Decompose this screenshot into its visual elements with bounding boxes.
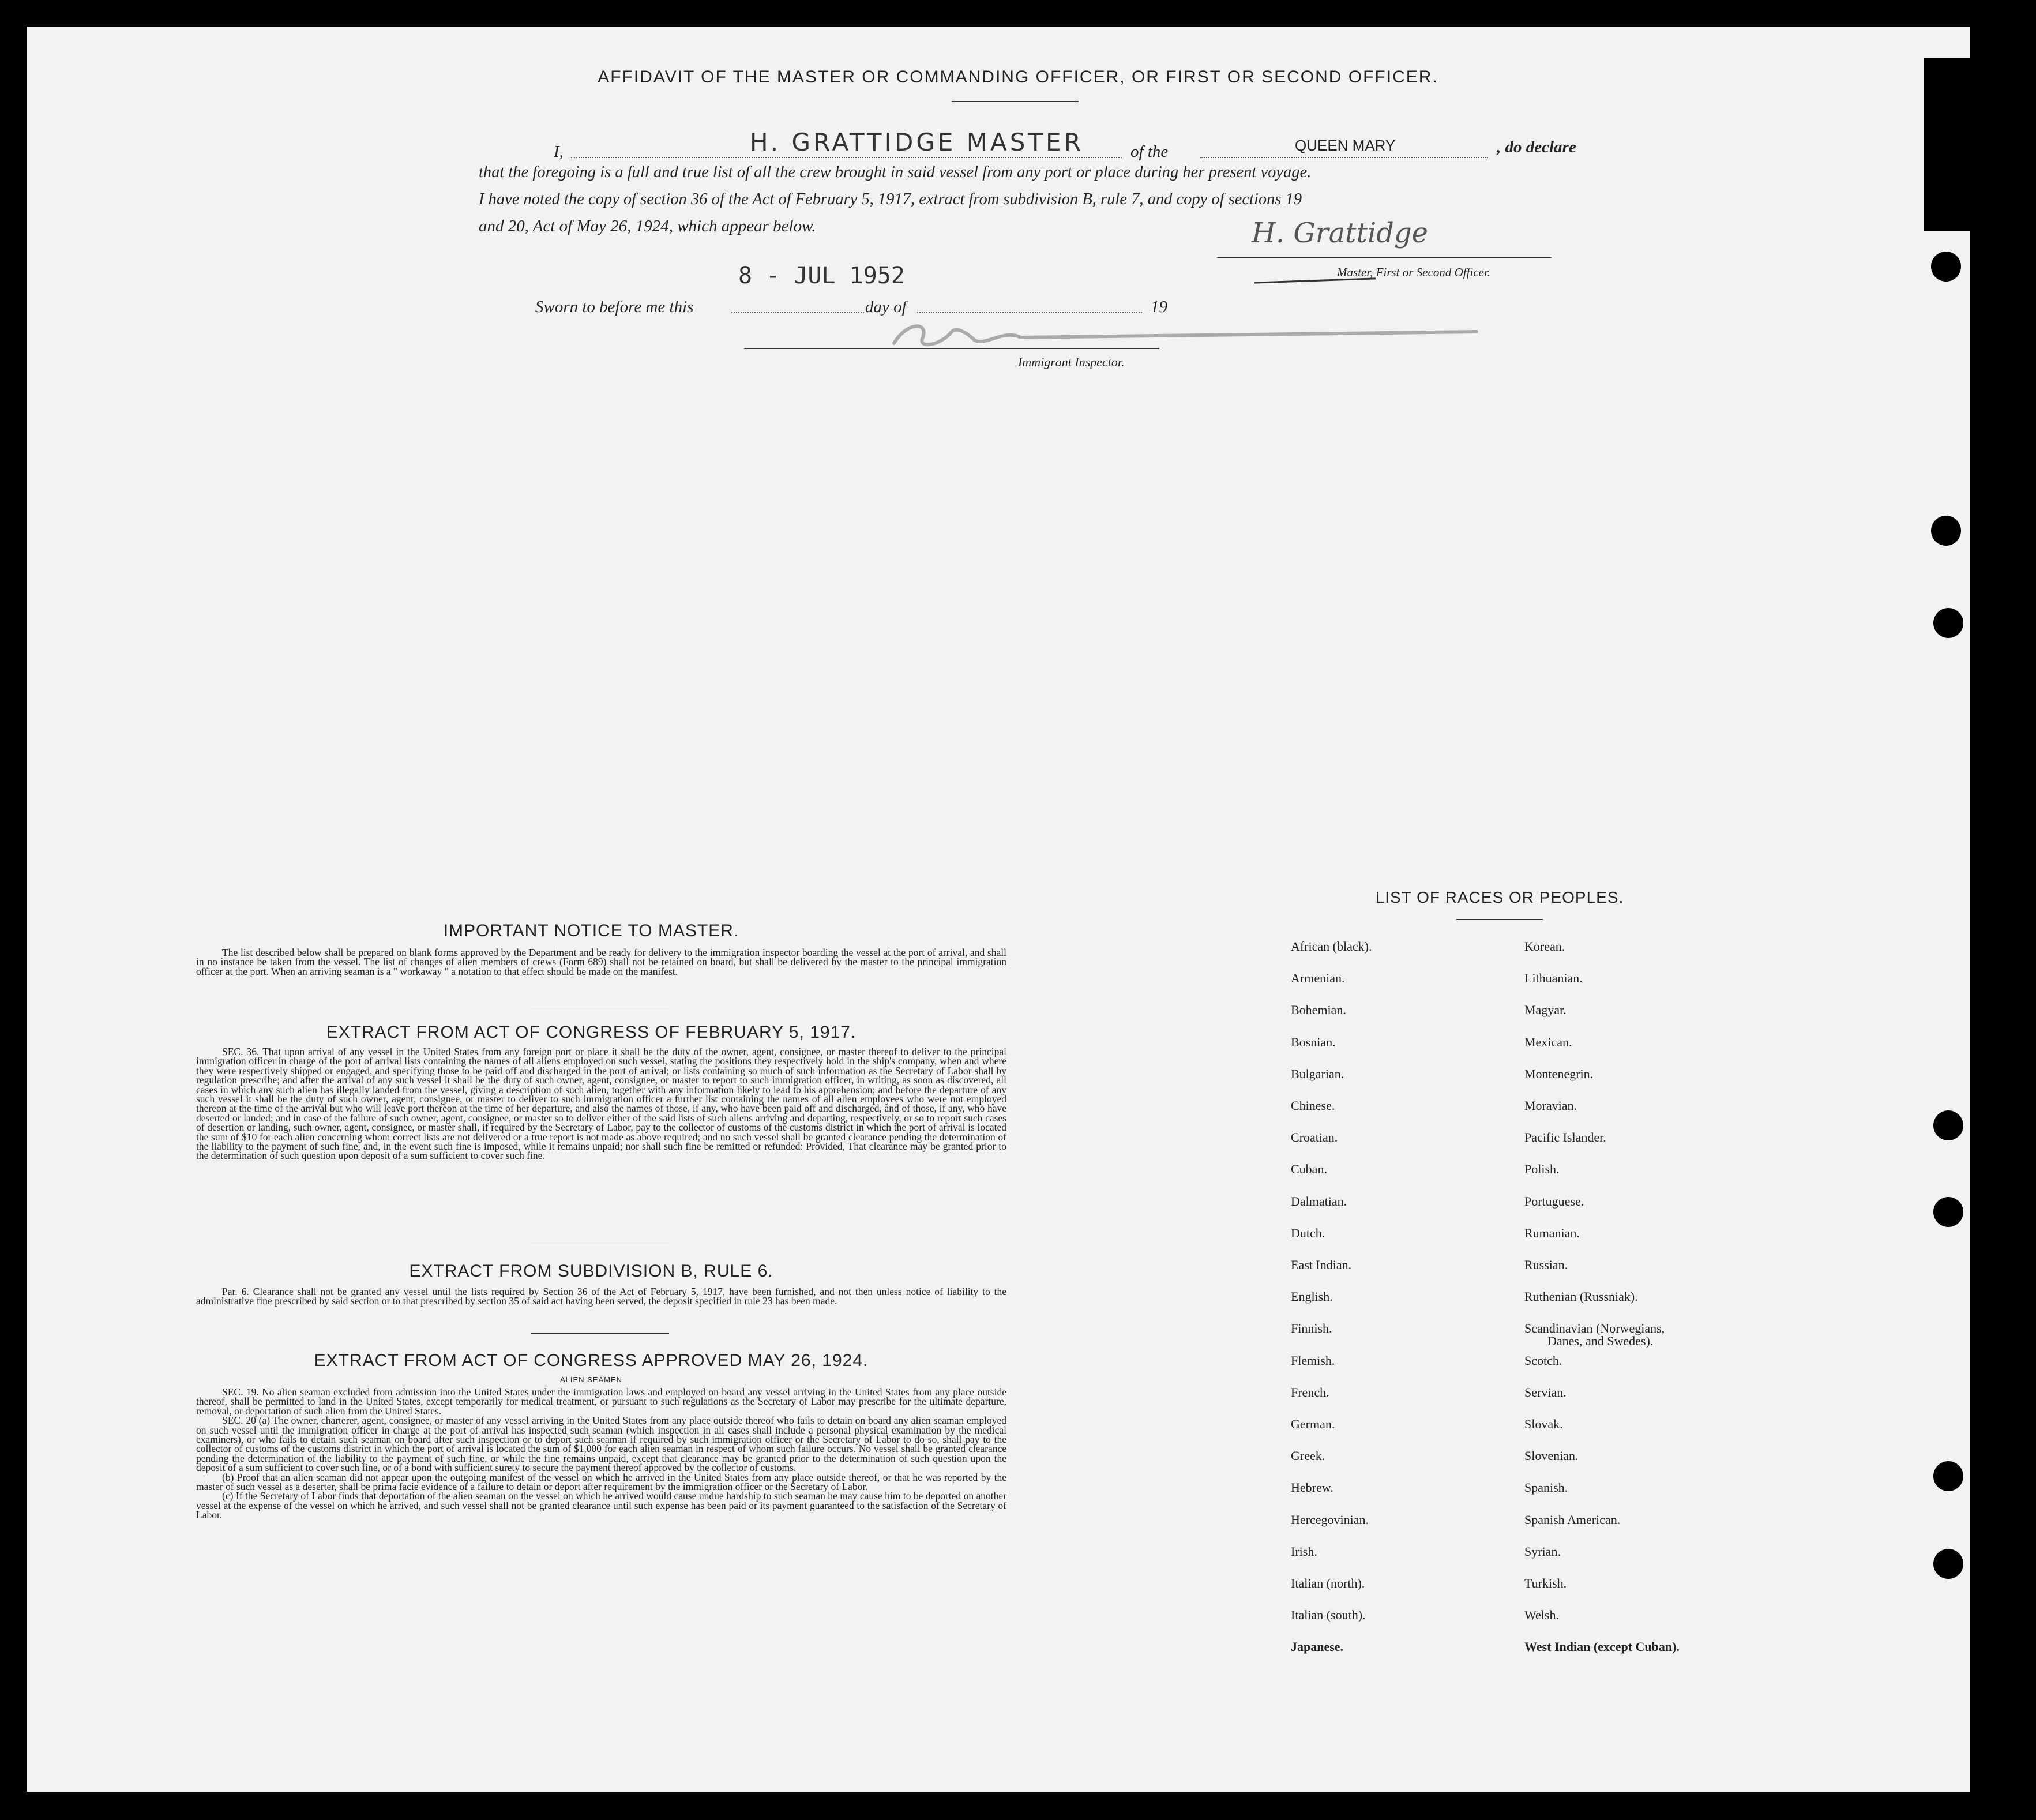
alien-seamen-subtitle: ALIEN SEAMEN [559,1375,623,1384]
section-20b: (b) Proof that an alien seaman did not appear upon the outgoing manifest of the vessel on which he arrived in the United States from any place outside thereof, or that he was reported by the master of such vessel as a deserter, shall be prima facie evidence of a failure to detain or deport after requirement by the immigration officer or the Secretary of Labor. [196,1471,1006,1493]
race-item: Cuban. [1291,1162,1327,1177]
declaration-do-declare: , do declare [1497,138,1576,156]
race-item: Magyar. [1524,1003,1567,1018]
inspector-line [744,348,1159,349]
race-item: German. [1291,1417,1335,1431]
race-item: Scandinavian (Norwegians, [1524,1321,1665,1336]
race-continuation: Danes, and Swedes). [1547,1334,1654,1348]
race-item: Greek. [1291,1449,1325,1463]
declaration-line-2: that the foregoing is a full and true list of all the crew brought in said vessel from any port or place during her present voyage. [479,163,1312,181]
race-item: Russian. [1524,1258,1568,1272]
master-name-handwritten: H. GRATTIDGE MASTER [750,128,1084,156]
race-item: Pacific Islander. [1524,1130,1606,1145]
race-item: Bohemian. [1291,1003,1346,1018]
inspector-signature [854,312,1494,358]
race-item: Lithuanian. [1524,971,1583,986]
extract-1917-title: EXTRACT FROM ACT OF CONGRESS OF FEBRUARY 5, 1917. [326,1023,857,1042]
race-item: Flemish. [1291,1353,1335,1368]
binder-hole [1933,1197,1963,1227]
race-item: Irish. [1291,1544,1317,1559]
race-item: Italian (north). [1291,1576,1365,1590]
race-item: Croatian. [1291,1130,1338,1145]
sworn-day-of: day of [865,298,907,316]
race-item: Ruthenian (Russniak). [1524,1289,1638,1304]
declaration-line-4: and 20, Act of May 26, 1924, which appear below. [479,217,816,235]
section-20c: (c) If the Secretary of Labor finds that deportation of the alien seaman on the vessel on which he arrived would cause undue hardship to such seaman he may cause him to be deported on another vessel at the expense of the vessel on which he arrived, and such vessel shall not be granted clearance until such expense has been paid or its payment guaranteed to the satisfaction of the Secretary of Labor. [196,1490,1006,1521]
extract-1924-title: EXTRACT FROM ACT OF CONGRESS APPROVED MAY 26, 1924. [314,1351,869,1370]
torn-corner-fill [1886,98,1921,127]
race-item: Portuguese. [1524,1194,1584,1209]
races-rule [1456,919,1543,920]
name-line [571,157,1122,158]
binder-hole [1933,1110,1963,1140]
race-item: Welsh. [1524,1608,1559,1623]
race-item: Servian. [1524,1384,1567,1399]
race-item: Japanese. [1291,1639,1344,1654]
race-item: Finnish. [1291,1321,1332,1336]
race-item: Scotch. [1524,1353,1562,1368]
sworn-day-line [731,312,864,313]
race-item: Hercegovinian. [1291,1512,1369,1527]
race-item: East Indian. [1291,1258,1352,1272]
race-item: Dalmatian. [1291,1194,1347,1209]
race-item: English. [1291,1289,1333,1304]
document-sheet [27,27,1970,1792]
rule6-body: Par. 6. Clearance shall not be granted any vessel until the lists required by Section 36 of the Act of February 5, 1917, have been furnished, and not then unless notice of liability to the administrative fine prescribed by said section or to that prescribed by section 35 of said act having been served, the deposit specified in rule 23 has been made. [196,1286,1006,1307]
declaration-of-the: of the [1130,142,1169,161]
race-item: West Indian (except Cuban). [1524,1639,1680,1654]
rule6-title: EXTRACT FROM SUBDIVISION B, RULE 6. [409,1262,773,1281]
extract-1917-body: SEC. 36. That upon arrival of any vessel in the United States from any foreign port or place it shall be the duty of the owner, agent, consignee, or master thereof to deliver to the principal immigration officer in charge of the port of arrival lists containing the names of all aliens employed on such vessel, stating the positions they respectively hold in the ship's company, when and where they were respectively shipped or engaged, and specifying those to be paid off and discharged in the port of arrival; or lists containing so much of such information as the Secretary of Labor shall by regulation prescribe; and after the arrival of any such vessel it shall be the duty of such owner, agent, consignee, or master to report to such immigration officer, in writing, as soon as discovered, all cases in which any such alien has illegally landed from the vessel, giving a description of such alien, together with any information likely to lead to his apprehension; and before the departure of any such vessel it shall be the duty of such owner, agent, consignee, or master to deliver to such immigration officer a further list containing the names of all alien employees who were not employed thereon at the time of the arrival but who will leave port thereon at the time of her departure, and also the names of those, if any, who have been paid off and discharged, and of those, if any, who have deserted or landed; and in case of the failure of such owner, agent, consignee, or master so to deliver either of the said lists of such aliens arriving and departing, respectively, or so to report such cases of desertion or landing, such owner, agent, consignee, or master shall, if required by the Secretary of Labor, pay to the collector of customs of the customs district in which the port of arrival is located the sum of $10 for each alien concerning whom correct lists are not delivered or a true report is not made as above required; and no such vessel shall be granted clearance pending the determination of the liability to the payment of such fine, and, in the event such fine is imposed, while it remains unpaid; nor shall such fine be remitted or refunded: Provided, That clearance may be granted prior to the determination of such question upon deposit of a sum sufficient to cover such fine. [196,1046,1006,1162]
race-item: Montenegrin. [1524,1066,1594,1081]
declaration-line-3: I have noted the copy of section 36 of the Act of February 5, 1917, extract from subdivision B, rule 7, and copy of sections 19 [479,190,1302,208]
race-item: Bosnian. [1291,1034,1336,1049]
declaration-prefix: I, [554,142,564,161]
signature-line [1217,257,1552,258]
race-item: Polish. [1524,1162,1560,1177]
extract-1924-body [196,1387,1006,1520]
race-item: Hebrew. [1291,1480,1333,1495]
races-title: LIST OF RACES OR PEOPLES. [1375,888,1624,906]
officer-signature: H. Grattidge [1252,217,1429,249]
section-19: SEC. 19. No alien seaman excluded from admission into the United States under the immigration laws and employed on board any vessel arriving in the United States from any place outside thereof, shall be permitted to land in the United States, except temporarily for medical treatment, or pursuant to such regulations as the Secretary of Labor may prescribe for the ultimate departure, removal, or deportation of such alien from the United States. [196,1386,1006,1417]
race-item: Moravian. [1524,1098,1577,1113]
race-item: African (black). [1291,939,1372,954]
race-item: Slovenian. [1524,1449,1579,1463]
inspector-label: Immigrant Inspector. [1018,355,1125,369]
binder-hole [1931,252,1961,282]
race-item: Mexican. [1524,1034,1572,1049]
notice-title: IMPORTANT NOTICE TO MASTER. [443,921,739,940]
section-20a: SEC. 20 (a) The owner, charterer, agent, consignee, or master of any vessel arriving in the United States from any place outside thereof who fails to detain on board any alien seaman employed on such vessel until the immigration officer in charge at the port of arrival has inspected such seaman (which inspection in all cases shall include a personal physical examination by the medical examiners), or who fails to detain such seaman on board after such inspection or to deport such seaman if required by such immigration officer or the Secretary of Labor to do so, shall pay to the collector of customs of the customs district in which the port of arrival is located the sum of $1,000 for each alien seaman in respect of whom such failure occurs. No vessel shall be granted clearance pending the determination of the liability to the payment of such fine, or while the fine remains unpaid, except that clearance may be granted prior to the determination of such question upon the deposit of a sum sufficient to cover such fine, or of a bond with sufficient surety to secure the payment thereof approved by the collector of customs. [196,1414,1006,1474]
race-item: Spanish. [1524,1480,1568,1495]
binder-hole [1933,1549,1963,1579]
race-item: Dutch. [1291,1225,1325,1240]
vessel-name: QUEEN MARY [1295,137,1396,154]
race-item: Armenian. [1291,971,1345,986]
race-item: Spanish American. [1524,1512,1621,1527]
binder-hole [1933,608,1963,638]
race-item: French. [1291,1384,1329,1399]
page-title: AFFIDAVIT OF THE MASTER OR COMMANDING OFFICER, OR FIRST OR SECOND OFFICER. [598,67,1438,87]
officer-label: Master, First or Second Officer. [1337,265,1490,279]
race-item: Chinese. [1291,1098,1335,1113]
sworn-text: Sworn to before me this [535,298,694,316]
race-item: Slovak. [1524,1417,1563,1431]
notice-body: The list described below shall be prepared on blank forms approved by the Department and be ready for delivery to the immigration inspector boarding the vessel at the port of arrival, and shall in no instance be taken from the vessel. The list of changes of alien members of crews (Form 689) shall not be retained on board, but shall be delivered by the master to the principal immigration officer at the port. When an arriving seaman is a " workaway " a notation to that effect should be made on the manifest. [196,947,1006,977]
race-item: Rumanian. [1524,1225,1580,1240]
race-item: Syrian. [1524,1544,1561,1559]
binder-hole [1933,1461,1963,1491]
date-stamp: 8 - JUL 1952 [738,262,905,289]
title-rule [952,101,1079,102]
race-item: Turkish. [1524,1576,1567,1590]
section-rule [531,1333,669,1334]
race-item: Bulgarian. [1291,1066,1344,1081]
race-item: Italian (south). [1291,1608,1366,1623]
race-item: Korean. [1524,939,1565,954]
sworn-year: 19 [1151,298,1167,316]
binder-hole [1931,516,1961,546]
vessel-line [1200,157,1488,158]
